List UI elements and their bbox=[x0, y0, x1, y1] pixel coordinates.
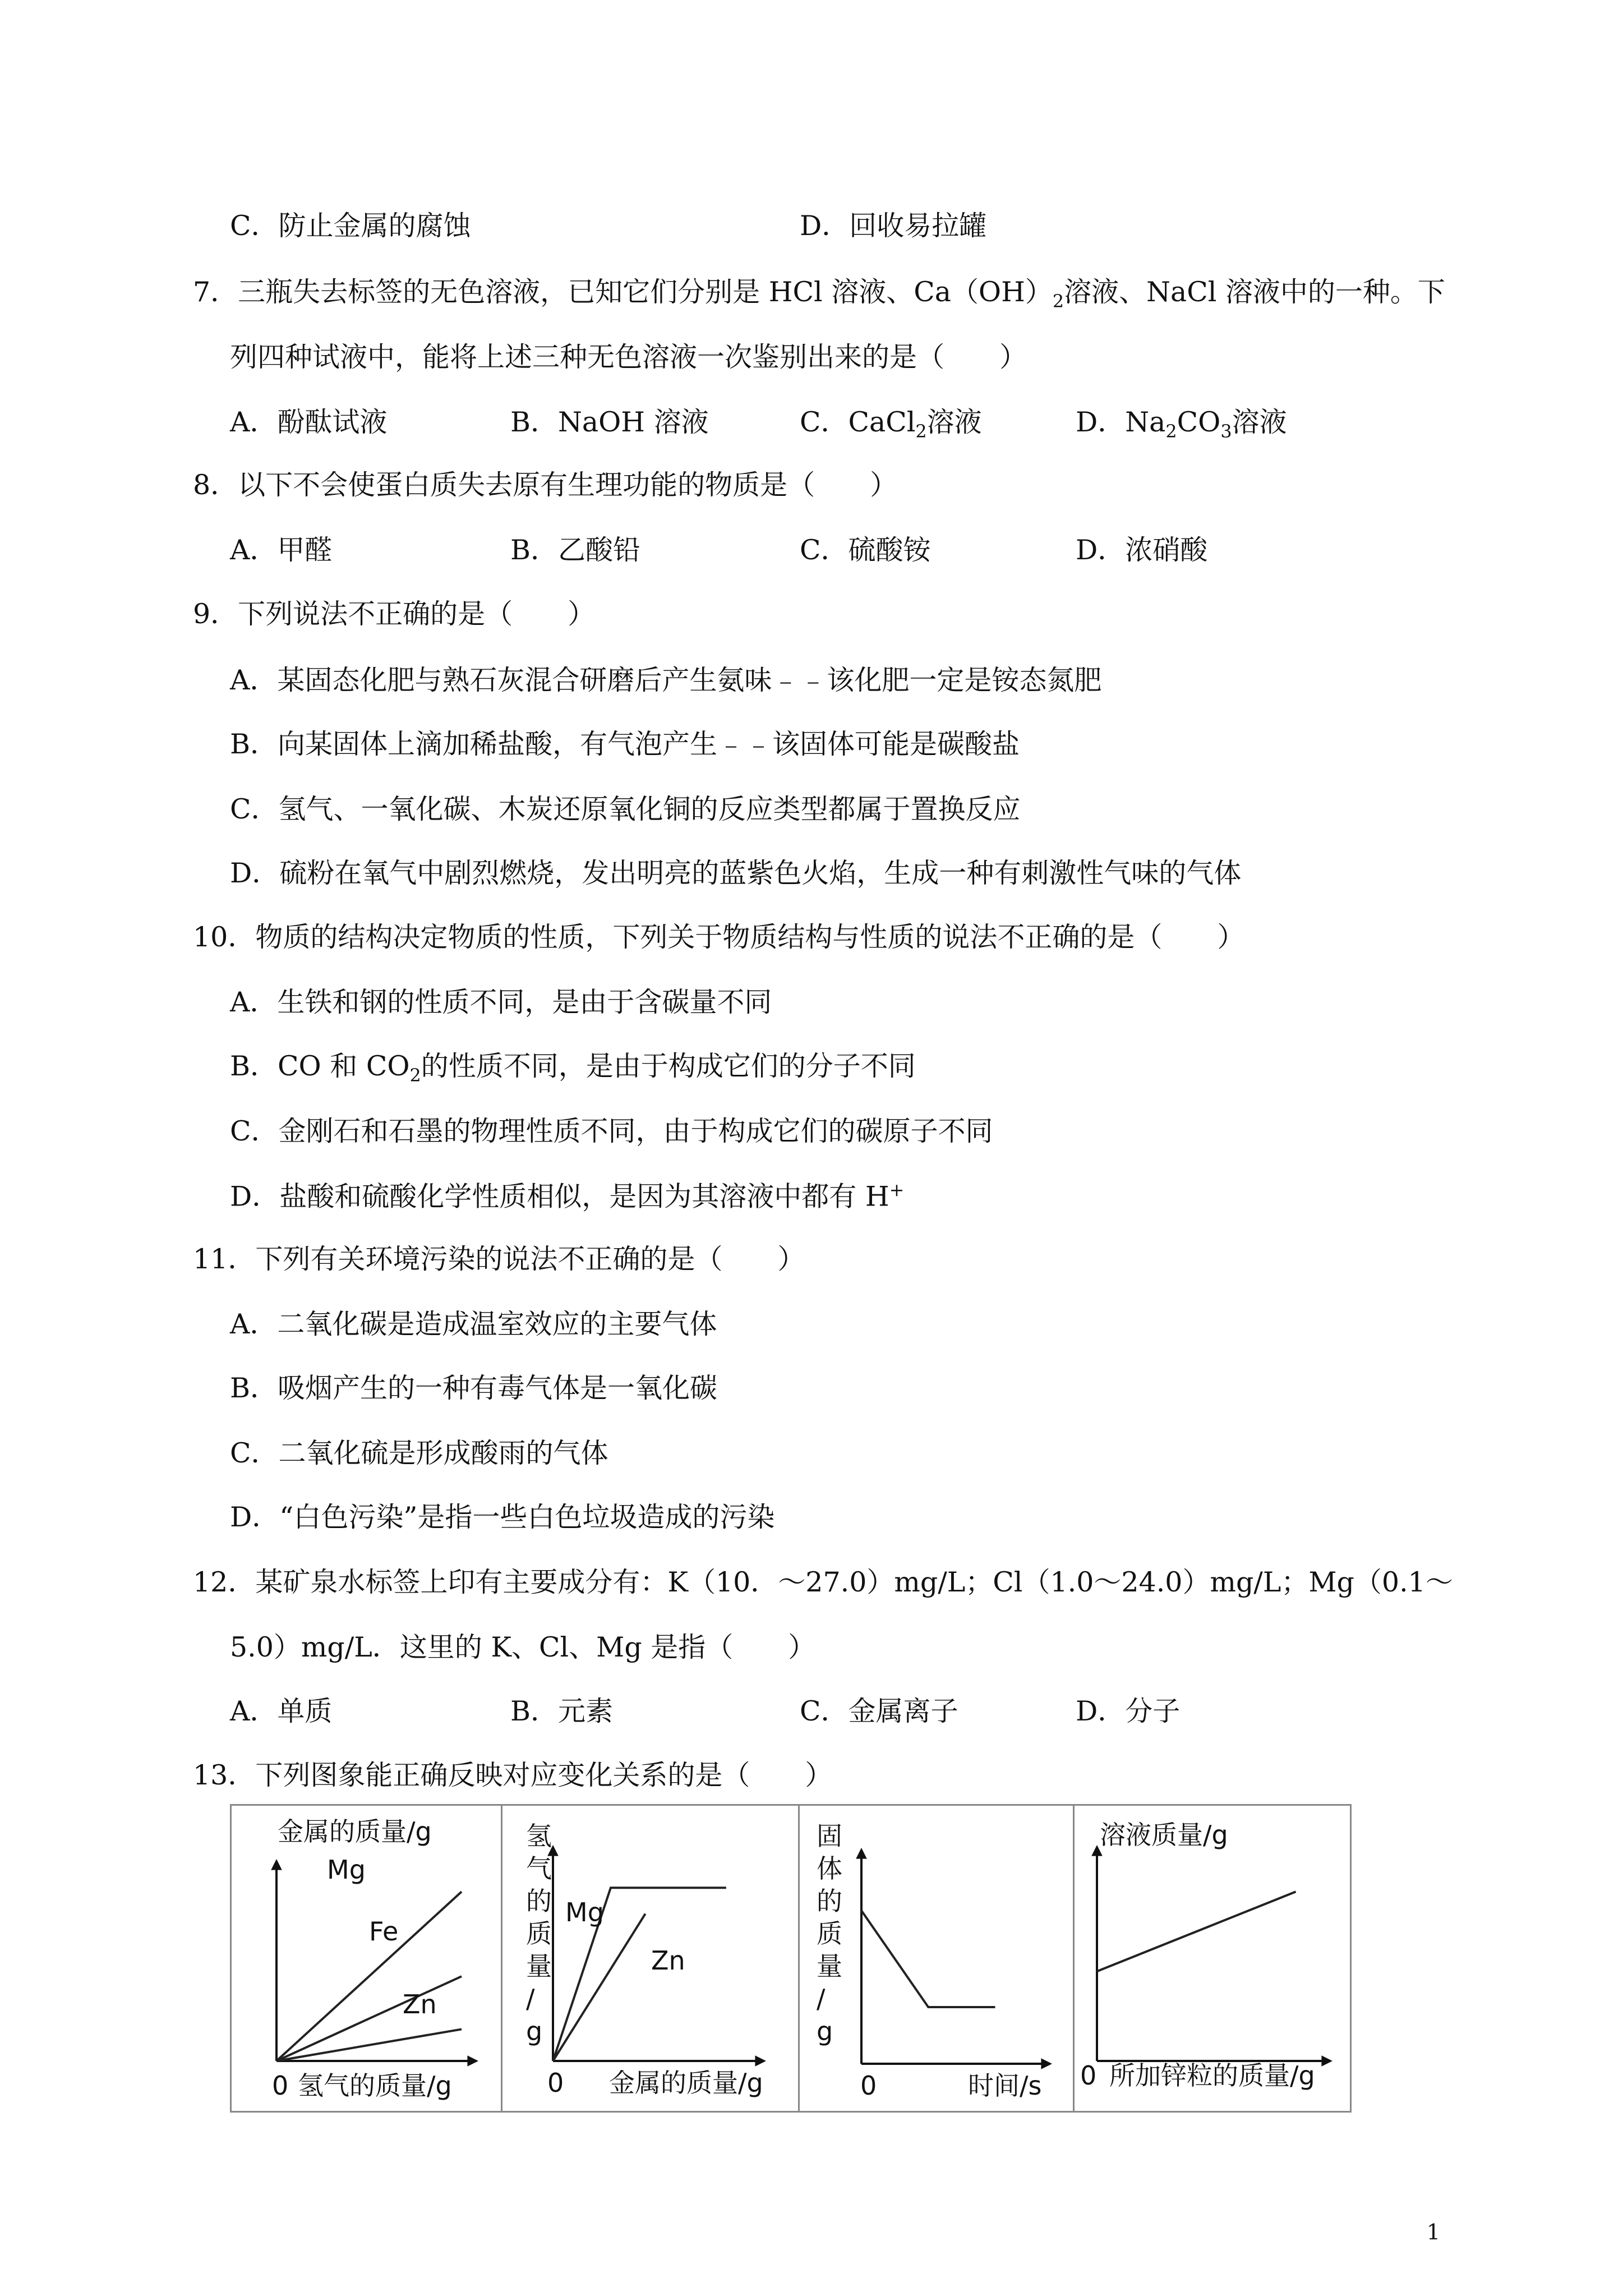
series-line-0 bbox=[861, 1911, 995, 2007]
q12-options bbox=[230, 1697, 1464, 1731]
q7-option-b: B．NaOH 溶液 bbox=[510, 406, 709, 438]
x-axis-arrow bbox=[467, 2055, 478, 2067]
x-axis-label: 金属的质量/g bbox=[609, 2068, 763, 2098]
series-label-zn: Zn bbox=[403, 1989, 437, 2019]
x-axis-label: 氢气的质量/g bbox=[298, 2070, 452, 2101]
graph-d bbox=[1073, 1806, 1352, 2111]
origin-label: 0 bbox=[547, 2068, 564, 2098]
y-axis-label: 金属的质量/g bbox=[278, 1816, 432, 1847]
q12-option-c: C．金属离子 bbox=[800, 1695, 958, 1727]
q10-option-d: D．盐酸和硫酸化学性质相似，是因为其溶液中都有 H+ bbox=[230, 1179, 905, 1213]
q10-option-b: B．CO 和 $CO_2$的性质不同，是由于构成它们的分子不同 bbox=[230, 1050, 916, 1086]
q13-figure bbox=[230, 1804, 1352, 2113]
series-line-0 bbox=[1097, 1892, 1296, 1971]
x-axis-arrow bbox=[1321, 2055, 1332, 2067]
series-label-fe: Fe bbox=[369, 1916, 399, 1947]
q12-option-b: B．元素 bbox=[510, 1695, 614, 1727]
q9-option-a: A．某固态化肥与熟石灰混合研磨后产生氨味﹣﹣该化肥一定是铵态氮肥 bbox=[230, 664, 1102, 696]
series-label-zn: Zn bbox=[651, 1945, 685, 1976]
q13-stem: 13．下列图象能正确反映对应变化关系的是（ ） bbox=[193, 1759, 833, 1791]
q8-option-b: B．乙酸铅 bbox=[510, 534, 641, 566]
q7-stem-line1: 7．三瓶失去标签的无色溶液，已知它们分别是 HCl 溶液、$Ca(OH)_2$溶液、NaCl 溶液中的一种。下 bbox=[193, 276, 1445, 312]
graph-b bbox=[501, 1806, 800, 2111]
q7-option-d: D．$Na_2CO_3$溶液 bbox=[1076, 406, 1287, 442]
q6-option-c: C．防止金属的腐蚀 bbox=[230, 210, 471, 242]
q6-option-d: D．回收易拉罐 bbox=[800, 210, 987, 242]
series-line-zn bbox=[553, 1914, 645, 2061]
page-number: 1 bbox=[1426, 2220, 1440, 2244]
q8-option-a: A．甲醛 bbox=[230, 534, 333, 566]
x-axis-arrow bbox=[1041, 2058, 1052, 2069]
q11-stem: 11．下列有关环境污染的说法不正确的是（ ） bbox=[193, 1243, 805, 1275]
q12-stem-line2: 5.0）mg/L．这里的 K、Cl、Mg 是指（ ） bbox=[230, 1631, 816, 1663]
graph-a bbox=[232, 1806, 501, 2111]
q12-option-a: A．单质 bbox=[230, 1695, 333, 1727]
x-axis-label: 所加锌粒的质量/g bbox=[1109, 2060, 1315, 2091]
x-axis-label: 时间/s bbox=[968, 2070, 1042, 2101]
q12-stem-line1: 12．某矿泉水标签上印有主要成分有：K（10．～27.0）mg/L；Cl（1.0～24.0）mg/L；Mg（0.1～ bbox=[193, 1566, 1453, 1598]
origin-label: 0 bbox=[272, 2070, 289, 2101]
q12-option-d: D．分子 bbox=[1076, 1695, 1181, 1727]
q9-option-c: C．氢气、一氧化碳、木炭还原氧化铜的反应类型都属于置换反应 bbox=[230, 793, 1021, 825]
x-axis-arrow bbox=[755, 2055, 766, 2067]
origin-label: 0 bbox=[860, 2070, 877, 2101]
q10-option-c: C．金刚石和石墨的物理性质不同，由于构成它们的碳原子不同 bbox=[230, 1115, 993, 1147]
series-label-mg: Mg bbox=[565, 1897, 604, 1927]
y-axis-label: 氢气的质量/ g bbox=[526, 1821, 552, 2046]
series-line-zn bbox=[276, 2029, 462, 2061]
q10-stem: 10．物质的结构决定物质的性质，下列关于物质结构与性质的说法不正确的是（ ） bbox=[193, 921, 1245, 953]
q9-option-b: B．向某固体上滴加稀盐酸，有气泡产生﹣﹣该固体可能是碳酸盐 bbox=[230, 728, 1020, 760]
q8-option-c: C．硫酸铵 bbox=[800, 534, 931, 566]
q9-option-d: D．硫粉在氧气中剧烈燃烧，发出明亮的蓝紫色火焰，生成一种有刺激性气味的气体 bbox=[230, 857, 1242, 889]
q9-stem: 9．下列说法不正确的是（ ） bbox=[193, 598, 596, 630]
y-axis-arrow bbox=[856, 1848, 867, 1859]
y-axis-arrow bbox=[271, 1859, 282, 1870]
q10-option-a: A．生铁和钢的性质不同，是由于含碳量不同 bbox=[230, 986, 772, 1018]
graph-c bbox=[798, 1806, 1075, 2111]
series-label-mg: Mg bbox=[327, 1855, 366, 1885]
origin-label: 0 bbox=[1080, 2060, 1097, 2091]
q8-stem: 8．以下不会使蛋白质失去原有生理功能的物质是（ ） bbox=[193, 469, 898, 501]
q8-options bbox=[230, 536, 1464, 570]
q11-option-b: B．吸烟产生的一种有毒气体是一氧化碳 bbox=[230, 1372, 718, 1404]
y-axis-label: 溶液质量/g bbox=[1100, 1820, 1228, 1850]
y-axis-label: 固体的质量/ g bbox=[817, 1821, 842, 2046]
q11-option-d: D．“白色污染”是指一些白色垃圾造成的污染 bbox=[230, 1501, 775, 1533]
q7-option-c: C．CaCl$_2$溶液 bbox=[800, 406, 982, 442]
q11-option-a: A．二氧化碳是造成温室效应的主要气体 bbox=[230, 1308, 717, 1340]
q7-stem-line2: 列四种试液中，能将上述三种无色溶液一次鉴别出来的是（ ） bbox=[230, 341, 1027, 373]
q7-option-a: A．酚酞试液 bbox=[230, 406, 388, 438]
q11-option-c: C．二氧化硫是形成酸雨的气体 bbox=[230, 1437, 608, 1469]
q8-option-d: D．浓硝酸 bbox=[1076, 534, 1208, 566]
q7-options bbox=[230, 408, 1464, 442]
